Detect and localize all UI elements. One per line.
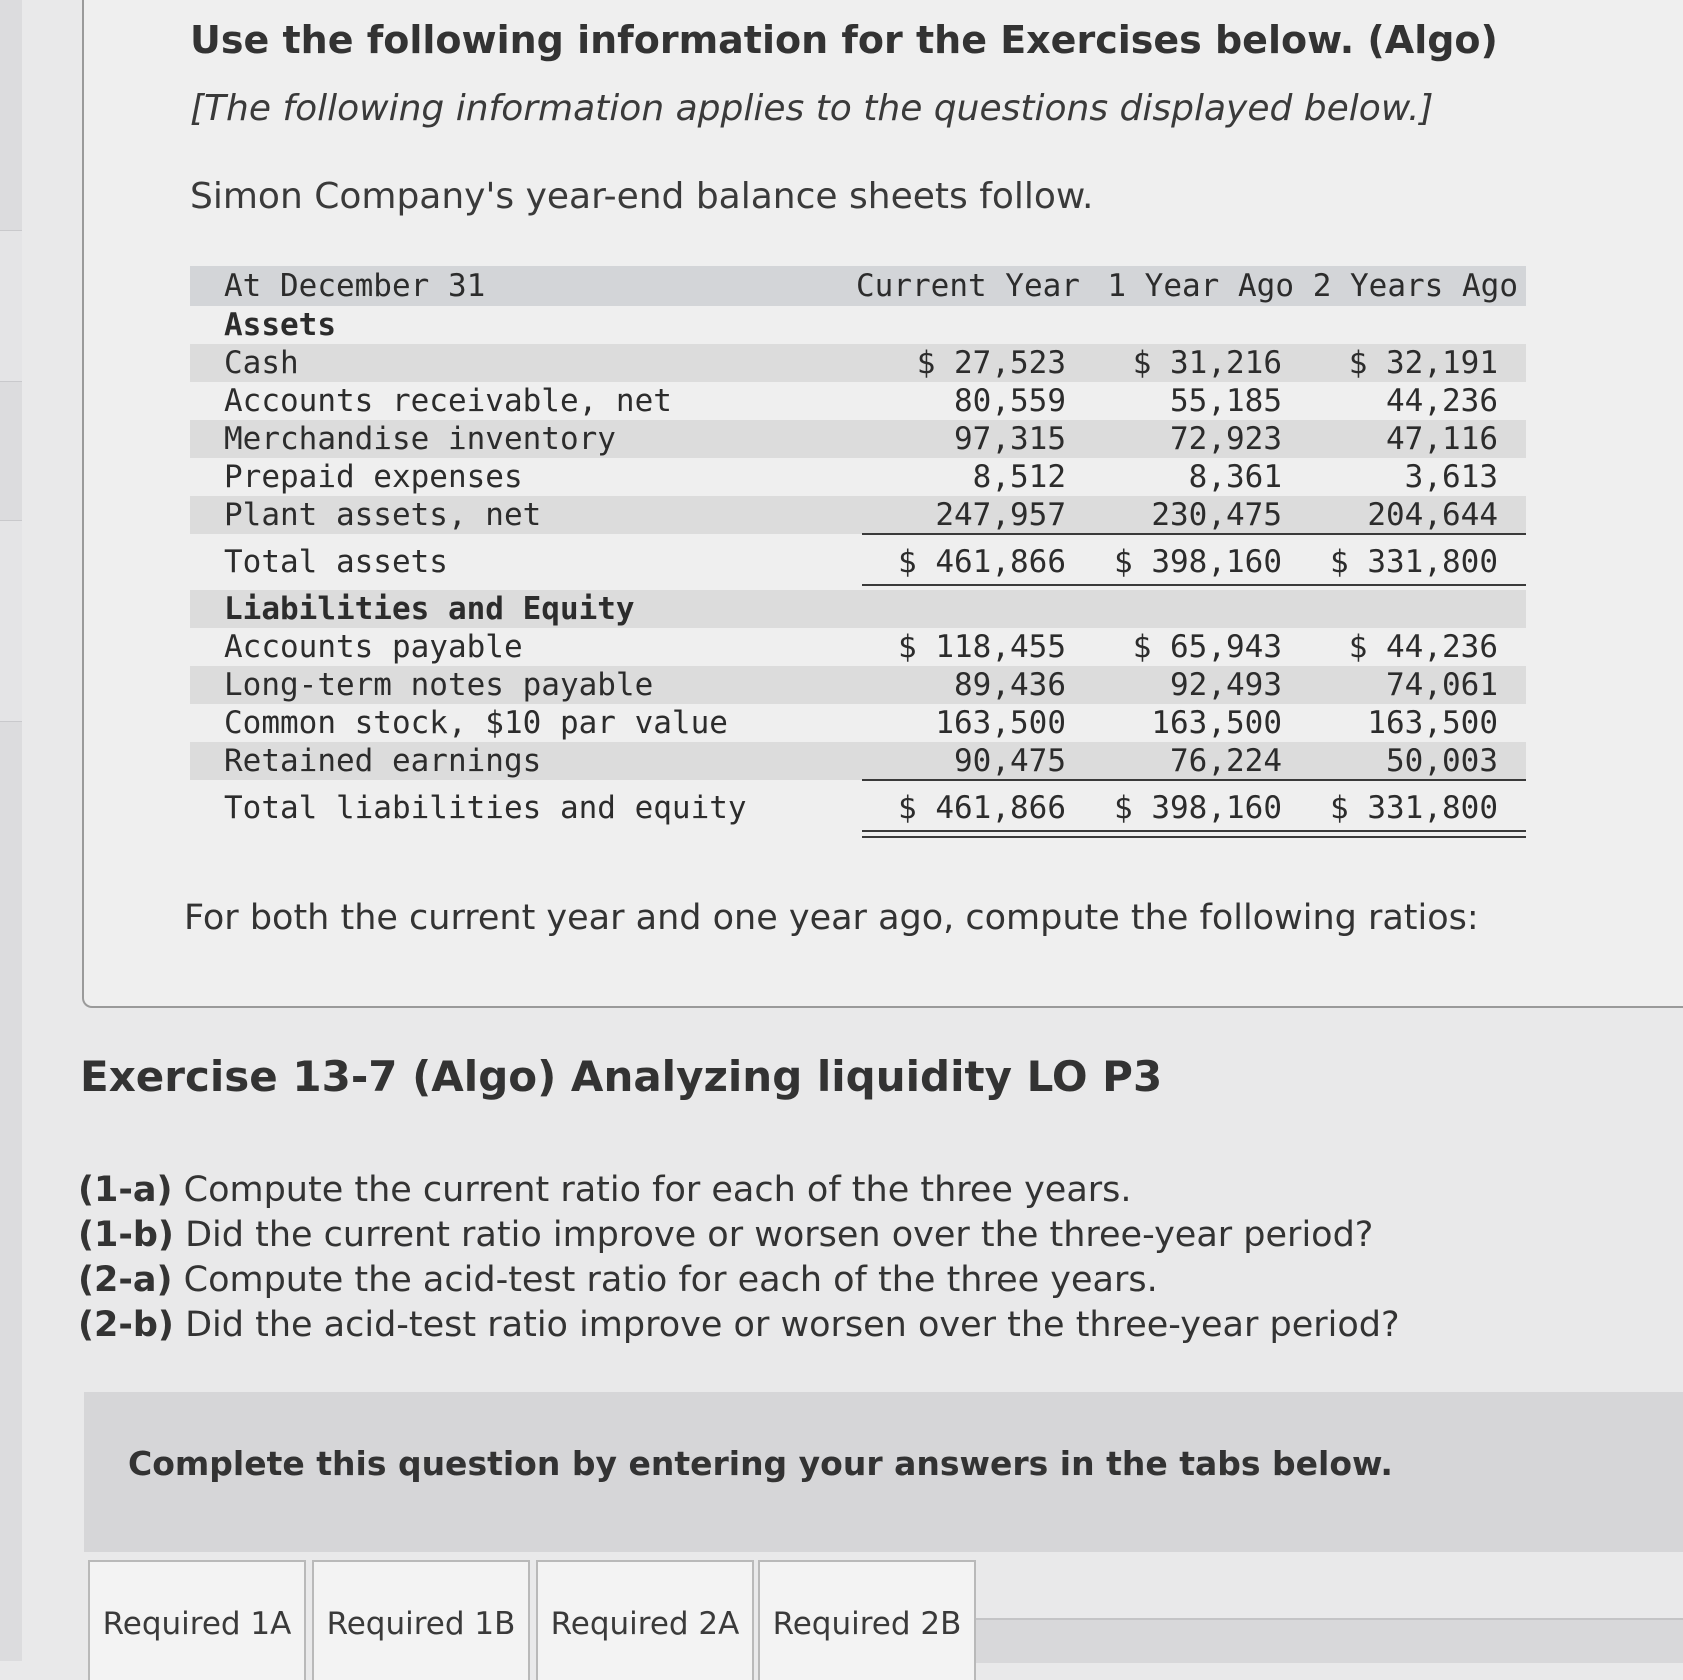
row-label: Accounts payable [224, 629, 523, 665]
row-label: Plant assets, net [224, 497, 542, 533]
question-text: Compute the current ratio for each of the three years. [183, 1170, 1132, 1210]
table-row [190, 704, 1526, 742]
info-title: Use the following information for the Exercises below. (Algo) [190, 18, 1498, 62]
table-row [190, 420, 1526, 458]
cell-current-year: 8,512 [972, 459, 1066, 495]
cell-1-year-ago: 163,500 [1151, 705, 1282, 741]
assets-heading-row [190, 306, 1526, 344]
question-text: Did the current ratio improve or worsen over the three-year period? [185, 1215, 1374, 1255]
row-label: Merchandise inventory [224, 421, 616, 457]
row-label: Accounts receivable, net [224, 383, 672, 419]
row-label: Long-term notes payable [224, 667, 654, 703]
row-label: Retained earnings [224, 743, 542, 779]
table-header-row [190, 266, 1526, 306]
cell-2-years-ago: 50,003 [1386, 743, 1498, 779]
complete-instructions-box [84, 1392, 1683, 1552]
cell-current-year: $ 118,455 [898, 629, 1066, 665]
cell-current-year: 80,559 [954, 383, 1066, 419]
left-edge-notch [0, 520, 22, 722]
tab-required-1b[interactable]: Required 1B [312, 1560, 530, 1680]
row-label: Total liabilities and equity [224, 790, 747, 826]
cell-2-years-ago: $ 32,191 [1348, 345, 1498, 381]
cell-current-year: 89,436 [954, 667, 1066, 703]
question-item [78, 1258, 1400, 1303]
cell-1-year-ago: 55,185 [1170, 383, 1282, 419]
header-2-years-ago: 2 Years Ago [1312, 268, 1518, 304]
header-label: At December 31 [224, 268, 486, 304]
total-assets-row [190, 534, 1526, 590]
table-row [190, 344, 1526, 382]
table-row [190, 628, 1526, 666]
tab-strip [970, 1618, 1683, 1663]
liabilities-heading: Liabilities and Equity [224, 591, 635, 627]
row-label: Prepaid expenses [224, 459, 523, 495]
cell-1-year-ago: 76,224 [1170, 743, 1282, 779]
cell-1-year-ago: 230,475 [1151, 497, 1282, 533]
cell-2-years-ago: $ 44,236 [1348, 629, 1498, 665]
cell-current-year: $ 27,523 [916, 345, 1066, 381]
table-row [190, 666, 1526, 704]
left-edge-notch [0, 230, 22, 382]
total-liabilities-row [190, 780, 1526, 836]
exercise-title: Exercise 13-7 (Algo) Analyzing liquidity LO P3 [80, 1052, 1163, 1101]
table-row [190, 742, 1526, 780]
question-tag: (1-b) [78, 1215, 174, 1255]
balance-sheet-table [190, 266, 1526, 836]
question-tag: (1-a) [78, 1170, 173, 1210]
cell-1-year-ago: $ 31,216 [1132, 345, 1282, 381]
cell-current-year: 247,957 [935, 497, 1066, 533]
cell-2-years-ago: 74,061 [1386, 667, 1498, 703]
cell-current-year: 163,500 [935, 705, 1066, 741]
left-panel-edge [0, 0, 22, 1661]
cell-current-year: 90,475 [954, 743, 1066, 779]
cell-2-years-ago: $ 331,800 [1330, 790, 1498, 826]
info-italic-note: [The following information applies to the questions displayed below.] [190, 88, 1434, 129]
cell-1-year-ago: $ 398,160 [1114, 790, 1282, 826]
question-item [78, 1213, 1400, 1258]
row-label: Total assets [224, 544, 448, 580]
total-double-rule [862, 830, 1526, 838]
question-text: Compute the acid-test ratio for each of the three years. [183, 1260, 1158, 1300]
question-item [78, 1168, 1400, 1213]
question-list [78, 1168, 1400, 1348]
cell-2-years-ago: 3,613 [1404, 459, 1498, 495]
header-current-year: Current Year [856, 268, 1080, 304]
question-item [78, 1303, 1400, 1348]
table-row [190, 458, 1526, 496]
row-label: Common stock, $10 par value [224, 705, 728, 741]
table-row [190, 496, 1526, 534]
compute-ratios-instruction: For both the current year and one year ago, compute the following ratios: [184, 898, 1479, 938]
cell-current-year: $ 461,866 [898, 544, 1066, 580]
cell-1-year-ago: 8,361 [1188, 459, 1282, 495]
cell-1-year-ago: 92,493 [1170, 667, 1282, 703]
tab-required-2a[interactable]: Required 2A [536, 1560, 754, 1680]
cell-2-years-ago: $ 331,800 [1330, 544, 1498, 580]
liabilities-heading-row [190, 590, 1526, 628]
row-label: Cash [224, 345, 299, 381]
tab-required-1a[interactable]: Required 1A [88, 1560, 306, 1680]
cell-2-years-ago: 47,116 [1386, 421, 1498, 457]
assets-heading: Assets [224, 307, 336, 343]
cell-2-years-ago: 163,500 [1367, 705, 1498, 741]
cell-2-years-ago: 204,644 [1367, 497, 1498, 533]
question-tag: (2-b) [78, 1305, 174, 1345]
table-row [190, 382, 1526, 420]
cell-2-years-ago: 44,236 [1386, 383, 1498, 419]
cell-1-year-ago: 72,923 [1170, 421, 1282, 457]
header-1-year-ago: 1 Year Ago [1107, 268, 1294, 304]
info-intro: Simon Company's year-end balance sheets follow. [190, 176, 1094, 217]
cell-1-year-ago: $ 65,943 [1132, 629, 1282, 665]
question-text: Did the acid-test ratio improve or worsen over the three-year period? [185, 1305, 1400, 1345]
cell-current-year: $ 461,866 [898, 790, 1066, 826]
cell-1-year-ago: $ 398,160 [1114, 544, 1282, 580]
tab-required-2b[interactable]: Required 2B [758, 1560, 976, 1680]
complete-instructions-text: Complete this question by entering your answers in the tabs below. [128, 1444, 1393, 1483]
cell-current-year: 97,315 [954, 421, 1066, 457]
question-tag: (2-a) [78, 1260, 173, 1300]
